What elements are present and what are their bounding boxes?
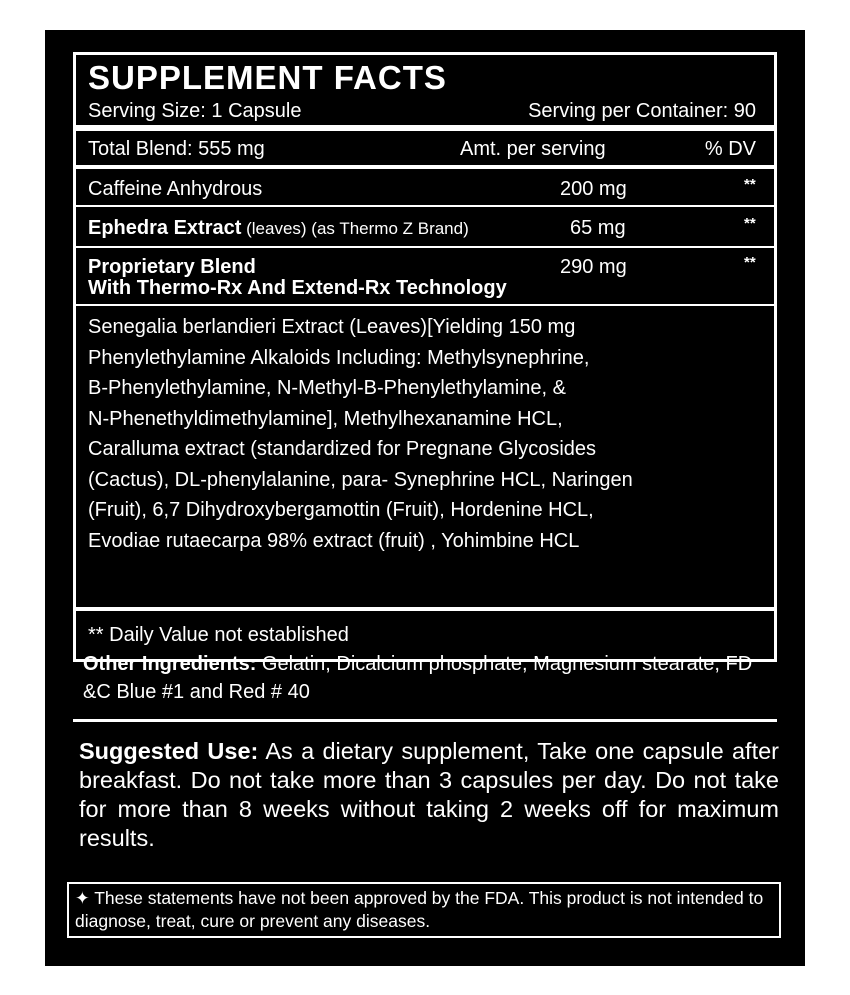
other-ingredients xyxy=(83,650,783,706)
ingredient-name: Caffeine Anhydrous xyxy=(88,178,263,200)
section-divider xyxy=(73,719,777,722)
amt-per-serving-header: Amt. per serving xyxy=(460,138,606,160)
fda-disclaimer: ✦ These statements have not been approved by the FDA. This product is not intended to diagnose, treat, cure or prevent any diseases. xyxy=(67,882,781,938)
ingredient-dv: ** xyxy=(744,176,756,193)
ingredient-name: Ephedra Extract xyxy=(88,217,242,239)
blend-line: (Cactus), DL-phenylalanine, para- Synephrine HCL, Naringen xyxy=(88,468,633,491)
serving-size: Serving Size: 1 Capsule xyxy=(88,100,302,122)
ingredient-dv: ** xyxy=(744,215,756,232)
servings-per-container: Serving per Container: 90 xyxy=(528,100,756,122)
blend-line: (Fruit), 6,7 Dihydroxybergamottin (Fruit), Hordenine HCL, xyxy=(88,499,594,521)
ingredient-amount: 200 mg xyxy=(560,178,627,200)
row-divider xyxy=(76,304,774,306)
supplement-label xyxy=(45,30,805,966)
ingredient-amount: 65 mg xyxy=(570,217,626,239)
suggested-use xyxy=(79,737,779,853)
ingredient-amount: 290 mg xyxy=(560,256,627,278)
facts-title: SUPPLEMENT FACTS xyxy=(88,59,447,96)
total-blend: Total Blend: 555 mg xyxy=(88,138,265,160)
blend-line: Phenylethylamine Alkaloids Including: Methylsynephrine, xyxy=(88,346,590,369)
blend-subtitle: With Thermo-Rx And Extend-Rx Technology xyxy=(88,277,507,299)
blend-line: Evodiae rutaecarpa 98% extract (fruit) , Yohimbine HCL xyxy=(88,529,580,552)
blend-line: N-Phenethyldimethylamine], Methylhexanamine HCL, xyxy=(88,407,563,430)
suggested-use-text: As a dietary supplement, Take one capsule after breakfast. Do not take more than 3 capsules per day. Do not take for more than 8 weeks without taking 2 weeks off for maximum results. xyxy=(79,738,780,851)
header-divider xyxy=(76,165,774,169)
blend-line: Caralluma extract (standardized for Pregnane Glycosides xyxy=(88,438,597,460)
suggested-use-label: Suggested Use: xyxy=(79,738,259,764)
blend-line: Senegalia berlandieri Extract (Leaves)[Yielding 150 mg xyxy=(88,316,576,338)
thick-divider xyxy=(76,125,774,131)
supplement-facts-box xyxy=(73,52,777,662)
ingredient-row-ephedra xyxy=(88,216,469,241)
ingredient-dv: ** xyxy=(744,254,756,271)
blend-line: B-Phenylethylamine, N-Methyl-B-Phenylethylamine, & xyxy=(88,377,566,399)
thick-divider xyxy=(76,607,774,611)
row-divider xyxy=(76,246,774,248)
dv-note: ** Daily Value not established xyxy=(88,624,349,646)
ingredient-detail: (leaves) (as Thermo Z Brand) xyxy=(241,219,469,238)
other-ingredients-label: Other Ingredients: xyxy=(83,653,257,675)
row-divider xyxy=(76,205,774,207)
other-ingredients-text: Gelatin, Dicalcium phosphate, Magnesium stearate, FD &C Blue #1 and Red # 40 xyxy=(83,653,753,703)
blend-ingredients xyxy=(88,312,778,556)
ingredient-name: Proprietary Blend xyxy=(88,256,256,278)
dv-header: % DV xyxy=(704,138,756,160)
